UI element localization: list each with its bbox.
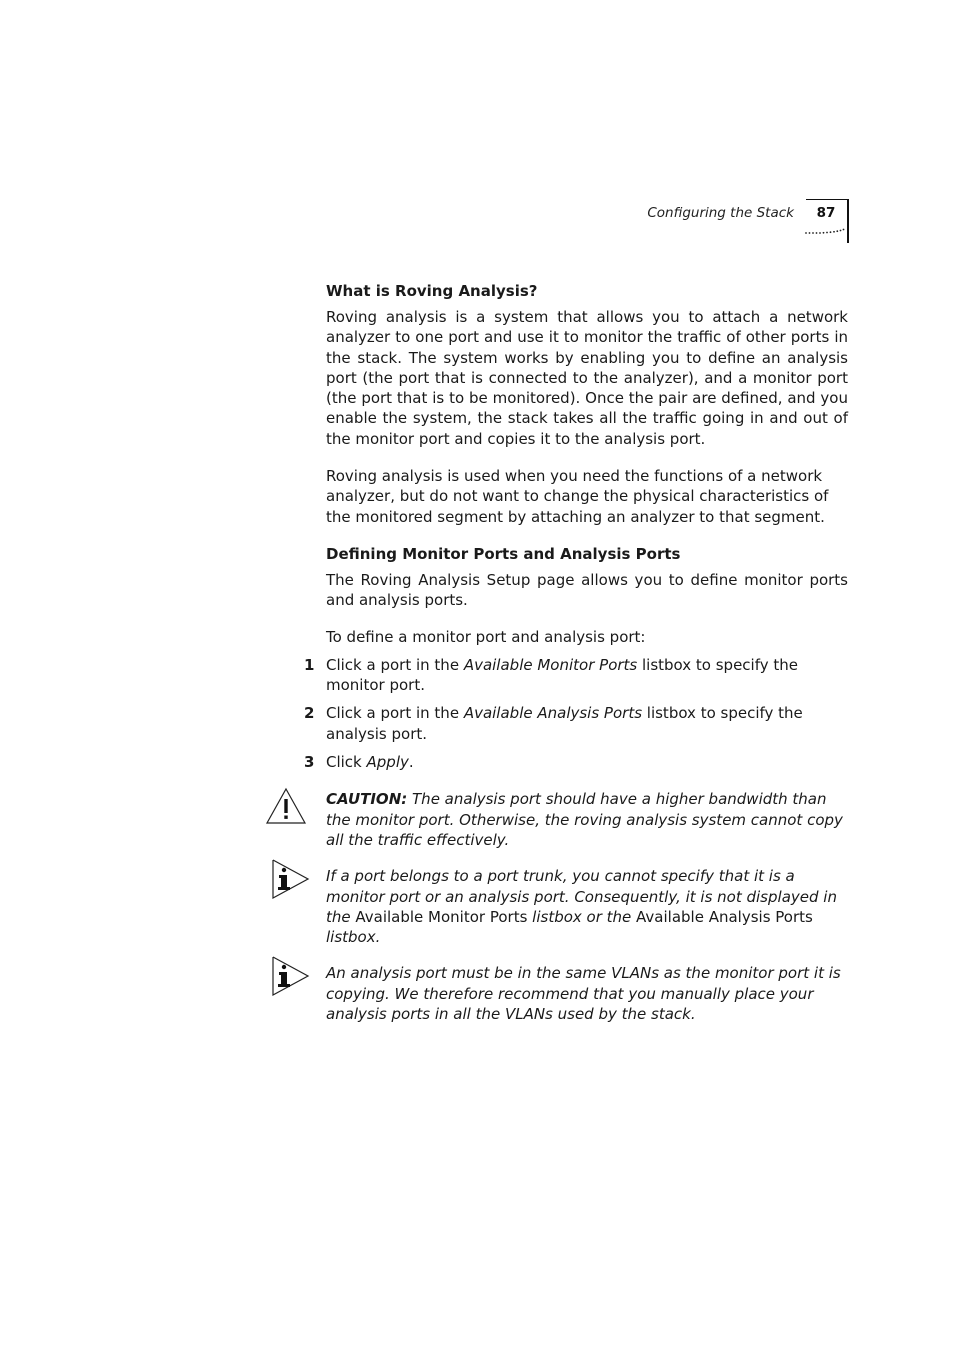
step-text: Click a port in the (326, 655, 464, 674)
step-term: Apply (366, 753, 409, 772)
procedure-step (304, 752, 848, 772)
paragraph-roving-usage: Roving analysis is used when you need the functions of a network analyzer, but do not want to change the physical characteristics of the monitored segment by attaching an analyzer to that segment. (326, 467, 829, 526)
step-number: 3 (304, 753, 315, 772)
page-number-rule (806, 199, 849, 200)
info-icon (272, 858, 310, 900)
procedure-step (304, 655, 848, 696)
step-text: listbox to specify the analysis port. (326, 704, 803, 743)
paragraph-setup-page: The Roving Analysis Setup page allows you to define monitor ports and analysis ports. (326, 570, 848, 610)
page-number: 87 (816, 205, 836, 221)
step-number: 1 (304, 655, 315, 674)
caution-text: The analysis port should have a higher bandwidth than the monitor port. Otherwise, the roving analysis system cannot copy all the traffic effectively. (326, 790, 843, 849)
step-text: Click a port in the (326, 704, 464, 723)
caution-label: CAUTION: (326, 790, 408, 809)
procedure-intro: To define a monitor port and analysis port: (326, 627, 646, 646)
section-heading-roving-analysis: What is Roving Analysis? (326, 282, 538, 300)
note-term: Available Analysis Ports (636, 907, 813, 926)
note-text: An analysis port must be in the same VLANs as the monitor port it is copying. We therefore recommend that you manually place your analysis ports in all the VLANs used by the stack. (326, 964, 841, 1024)
note-text: listbox. (326, 928, 381, 947)
warning-triangle-icon (265, 786, 307, 826)
step-term: Available Analysis Ports (463, 704, 643, 723)
step-text: listbox to specify the monitor port. (326, 655, 799, 695)
step-number: 2 (304, 704, 315, 723)
step-text: Click (326, 753, 367, 772)
info-note (326, 866, 848, 947)
caution-note (326, 789, 848, 850)
note-text: If a port belongs to a port trunk, you cannot specify that it is a monitor port or an analysis port. Consequently, it is not displayed in the (326, 867, 837, 926)
page-content (304, 281, 848, 1040)
info-icon (272, 955, 310, 997)
dotted-rule-icon (804, 225, 850, 239)
note-term: Available Monitor Ports (355, 907, 528, 926)
step-text: . (408, 753, 414, 772)
paragraph-roving-intro: Roving analysis is a system that allows you to attach a network analyzer to one port and use it to monitor the traffic of other ports in the stack. The system works by enabling you to define an analysis port (the port that is connected to the analyzer), and a monitor port (the port that is to be monitored). Once the pair are defined, and you enable the system, the stack takes all the traffic going in and out of the monitor port and copies it to the analysis port. (326, 308, 848, 448)
section-heading-defining-ports: Defining Monitor Ports and Analysis Ports (326, 544, 681, 563)
info-note (326, 963, 848, 1024)
note-text: listbox or the (527, 907, 637, 926)
step-term: Available Monitor Ports (463, 655, 638, 674)
running-header: Configuring the Stack (647, 205, 794, 221)
procedure-step (304, 703, 848, 744)
